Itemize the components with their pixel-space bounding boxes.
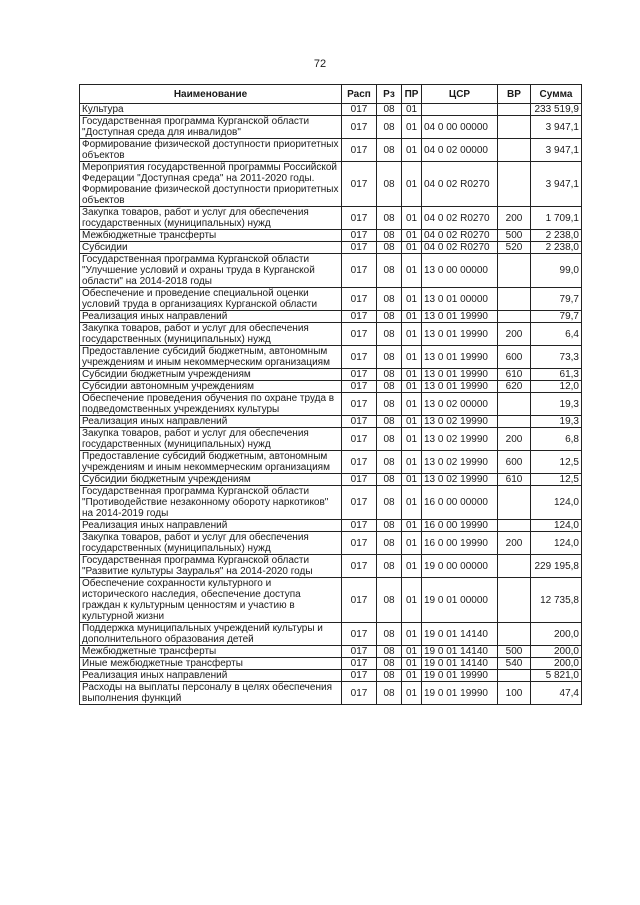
cell-rz: 08 bbox=[377, 104, 402, 116]
cell-csr: 13 0 01 19990 bbox=[422, 381, 498, 393]
cell-rz: 08 bbox=[377, 520, 402, 532]
cell-vr: 610 bbox=[498, 474, 531, 486]
cell-vr: 500 bbox=[498, 230, 531, 242]
cell-rz: 08 bbox=[377, 474, 402, 486]
cell-name: Обеспечение и проведение специальной оценки условий труда в организациях Курганской области bbox=[80, 288, 342, 311]
cell-csr: 19 0 01 14140 bbox=[422, 623, 498, 646]
cell-pr: 01 bbox=[402, 578, 422, 623]
cell-sum: 3 947,1 bbox=[531, 139, 582, 162]
cell-vr: 200 bbox=[498, 323, 531, 346]
cell-name: Государственная программа Курганской области "Улучшение условий и охраны труда в Курганской области" на 2014-2018 годы bbox=[80, 254, 342, 288]
header-name: Наименование bbox=[80, 85, 342, 104]
cell-pr: 01 bbox=[402, 623, 422, 646]
cell-name: Реализация иных направлений bbox=[80, 670, 342, 682]
cell-csr: 04 0 02 R0270 bbox=[422, 230, 498, 242]
cell-vr bbox=[498, 486, 531, 520]
cell-vr bbox=[498, 555, 531, 578]
cell-name: Государственная программа Курганской области "Развитие культуры Зауралья" на 2014-2020 годы bbox=[80, 555, 342, 578]
table-row bbox=[80, 532, 582, 555]
cell-name: Мероприятия государственной программы Российской Федерации "Доступная среда" на 2011-2020 годы. Формирование физической доступности приоритетных объектов bbox=[80, 162, 342, 207]
cell-csr: 13 0 02 19990 bbox=[422, 428, 498, 451]
header-vr: ВР bbox=[498, 85, 531, 104]
cell-name: Реализация иных направлений bbox=[80, 520, 342, 532]
cell-rz: 08 bbox=[377, 646, 402, 658]
cell-rasp: 017 bbox=[342, 346, 377, 369]
cell-rasp: 017 bbox=[342, 486, 377, 520]
cell-pr: 01 bbox=[402, 311, 422, 323]
cell-sum: 200,0 bbox=[531, 623, 582, 646]
cell-csr: 16 0 00 19990 bbox=[422, 520, 498, 532]
cell-rz: 08 bbox=[377, 116, 402, 139]
table-row bbox=[80, 346, 582, 369]
cell-rasp: 017 bbox=[342, 555, 377, 578]
cell-sum: 6,8 bbox=[531, 428, 582, 451]
cell-rz: 08 bbox=[377, 311, 402, 323]
cell-pr: 01 bbox=[402, 658, 422, 670]
cell-pr: 01 bbox=[402, 162, 422, 207]
cell-sum: 19,3 bbox=[531, 416, 582, 428]
cell-sum: 1 709,1 bbox=[531, 207, 582, 230]
cell-sum: 233 519,9 bbox=[531, 104, 582, 116]
cell-rz: 08 bbox=[377, 254, 402, 288]
table-row bbox=[80, 323, 582, 346]
cell-pr: 01 bbox=[402, 393, 422, 416]
cell-csr: 04 0 02 00000 bbox=[422, 139, 498, 162]
cell-rasp: 017 bbox=[342, 451, 377, 474]
cell-rasp: 017 bbox=[342, 139, 377, 162]
table-row bbox=[80, 682, 582, 705]
cell-pr: 01 bbox=[402, 104, 422, 116]
cell-pr: 01 bbox=[402, 646, 422, 658]
cell-rasp: 017 bbox=[342, 162, 377, 207]
cell-pr: 01 bbox=[402, 254, 422, 288]
cell-sum: 12,5 bbox=[531, 451, 582, 474]
cell-rz: 08 bbox=[377, 369, 402, 381]
cell-rasp: 017 bbox=[342, 623, 377, 646]
page-number: 72 bbox=[313, 58, 327, 70]
table-header-row bbox=[80, 85, 582, 104]
cell-csr: 04 0 02 R0270 bbox=[422, 162, 498, 207]
cell-pr: 01 bbox=[402, 207, 422, 230]
cell-rz: 08 bbox=[377, 346, 402, 369]
cell-rz: 08 bbox=[377, 670, 402, 682]
header-rasp: Расп bbox=[342, 85, 377, 104]
cell-sum: 61,3 bbox=[531, 369, 582, 381]
cell-csr: 04 0 02 R0270 bbox=[422, 242, 498, 254]
cell-sum: 47,4 bbox=[531, 682, 582, 705]
table-row bbox=[80, 369, 582, 381]
cell-csr: 04 0 02 R0270 bbox=[422, 207, 498, 230]
cell-name: Реализация иных направлений bbox=[80, 416, 342, 428]
cell-vr bbox=[498, 623, 531, 646]
cell-vr bbox=[498, 139, 531, 162]
cell-vr: 100 bbox=[498, 682, 531, 705]
cell-name: Обеспечение сохранности культурного и исторического наследия, обеспечение доступа граждан к культурным ценностям и участию в культурной жизни bbox=[80, 578, 342, 623]
table-row bbox=[80, 670, 582, 682]
cell-sum: 73,3 bbox=[531, 346, 582, 369]
table-row bbox=[80, 116, 582, 139]
cell-sum: 2 238,0 bbox=[531, 230, 582, 242]
header-rz: Рз bbox=[377, 85, 402, 104]
cell-sum: 12,5 bbox=[531, 474, 582, 486]
cell-sum: 99,0 bbox=[531, 254, 582, 288]
budget-table bbox=[79, 84, 582, 705]
cell-csr: 13 0 01 19990 bbox=[422, 369, 498, 381]
cell-sum: 79,7 bbox=[531, 311, 582, 323]
cell-vr bbox=[498, 162, 531, 207]
cell-rasp: 017 bbox=[342, 428, 377, 451]
cell-vr bbox=[498, 116, 531, 139]
cell-vr bbox=[498, 520, 531, 532]
cell-vr: 540 bbox=[498, 658, 531, 670]
cell-pr: 01 bbox=[402, 428, 422, 451]
cell-name: Закупка товаров, работ и услуг для обеспечения государственных (муниципальных) нужд bbox=[80, 532, 342, 555]
cell-sum: 229 195,8 bbox=[531, 555, 582, 578]
cell-pr: 01 bbox=[402, 116, 422, 139]
cell-rz: 08 bbox=[377, 623, 402, 646]
cell-rz: 08 bbox=[377, 288, 402, 311]
table-row bbox=[80, 451, 582, 474]
cell-vr bbox=[498, 578, 531, 623]
table-row bbox=[80, 162, 582, 207]
cell-rasp: 017 bbox=[342, 116, 377, 139]
cell-vr: 600 bbox=[498, 451, 531, 474]
table-row bbox=[80, 486, 582, 520]
cell-rz: 08 bbox=[377, 139, 402, 162]
cell-pr: 01 bbox=[402, 242, 422, 254]
cell-rasp: 017 bbox=[342, 242, 377, 254]
cell-sum: 124,0 bbox=[531, 532, 582, 555]
table-row bbox=[80, 381, 582, 393]
cell-vr bbox=[498, 104, 531, 116]
cell-csr: 04 0 00 00000 bbox=[422, 116, 498, 139]
cell-csr: 19 0 01 19990 bbox=[422, 670, 498, 682]
cell-sum: 12,0 bbox=[531, 381, 582, 393]
cell-sum: 2 238,0 bbox=[531, 242, 582, 254]
cell-rz: 08 bbox=[377, 207, 402, 230]
cell-name: Межбюджетные трансферты bbox=[80, 646, 342, 658]
cell-sum: 79,7 bbox=[531, 288, 582, 311]
cell-rasp: 017 bbox=[342, 104, 377, 116]
cell-name: Расходы на выплаты персоналу в целях обеспечения выполнения функций bbox=[80, 682, 342, 705]
cell-csr: 13 0 01 19990 bbox=[422, 311, 498, 323]
cell-pr: 01 bbox=[402, 555, 422, 578]
cell-csr: 13 0 02 00000 bbox=[422, 393, 498, 416]
cell-name: Закупка товаров, работ и услуг для обеспечения государственных (муниципальных) нужд bbox=[80, 207, 342, 230]
cell-pr: 01 bbox=[402, 139, 422, 162]
cell-name: Закупка товаров, работ и услуг для обеспечения государственных (муниципальных) нужд bbox=[80, 323, 342, 346]
cell-rasp: 017 bbox=[342, 288, 377, 311]
cell-name: Субсидии бюджетным учреждениям bbox=[80, 474, 342, 486]
cell-name: Субсидии бюджетным учреждениям bbox=[80, 369, 342, 381]
cell-sum: 19,3 bbox=[531, 393, 582, 416]
cell-csr: 16 0 00 19990 bbox=[422, 532, 498, 555]
cell-pr: 01 bbox=[402, 346, 422, 369]
cell-csr: 19 0 01 14140 bbox=[422, 658, 498, 670]
cell-name: Обеспечение проведения обучения по охране труда в подведомственных учреждениях культуры bbox=[80, 393, 342, 416]
cell-rz: 08 bbox=[377, 578, 402, 623]
cell-sum: 124,0 bbox=[531, 486, 582, 520]
cell-rz: 08 bbox=[377, 682, 402, 705]
cell-rz: 08 bbox=[377, 162, 402, 207]
cell-vr: 610 bbox=[498, 369, 531, 381]
cell-pr: 01 bbox=[402, 532, 422, 555]
cell-vr bbox=[498, 311, 531, 323]
cell-rasp: 017 bbox=[342, 207, 377, 230]
cell-csr: 13 0 01 00000 bbox=[422, 288, 498, 311]
cell-csr: 13 0 02 19990 bbox=[422, 474, 498, 486]
table-row bbox=[80, 393, 582, 416]
cell-csr bbox=[422, 104, 498, 116]
cell-csr: 13 0 01 19990 bbox=[422, 323, 498, 346]
cell-pr: 01 bbox=[402, 288, 422, 311]
cell-rasp: 017 bbox=[342, 369, 377, 381]
cell-rz: 08 bbox=[377, 393, 402, 416]
cell-name: Предоставление субсидий бюджетным, автономным учреждениям и иным некоммерческим организациям bbox=[80, 346, 342, 369]
cell-vr bbox=[498, 393, 531, 416]
cell-pr: 01 bbox=[402, 381, 422, 393]
table-body bbox=[80, 104, 582, 705]
table-row bbox=[80, 104, 582, 116]
cell-pr: 01 bbox=[402, 486, 422, 520]
cell-sum: 3 947,1 bbox=[531, 162, 582, 207]
cell-vr: 200 bbox=[498, 428, 531, 451]
cell-vr bbox=[498, 254, 531, 288]
cell-csr: 13 0 00 00000 bbox=[422, 254, 498, 288]
cell-rasp: 017 bbox=[342, 474, 377, 486]
cell-rz: 08 bbox=[377, 428, 402, 451]
cell-pr: 01 bbox=[402, 369, 422, 381]
cell-name: Субсидии bbox=[80, 242, 342, 254]
cell-sum: 124,0 bbox=[531, 520, 582, 532]
cell-name: Государственная программа Курганской области "Доступная среда для инвалидов" bbox=[80, 116, 342, 139]
table-row bbox=[80, 578, 582, 623]
cell-vr bbox=[498, 288, 531, 311]
cell-vr: 200 bbox=[498, 207, 531, 230]
table-row bbox=[80, 230, 582, 242]
table-row bbox=[80, 474, 582, 486]
cell-rz: 08 bbox=[377, 486, 402, 520]
header-pr: ПР bbox=[402, 85, 422, 104]
cell-name: Культура bbox=[80, 104, 342, 116]
cell-rz: 08 bbox=[377, 416, 402, 428]
cell-rasp: 017 bbox=[342, 670, 377, 682]
table-row bbox=[80, 623, 582, 646]
cell-pr: 01 bbox=[402, 323, 422, 346]
table-row bbox=[80, 254, 582, 288]
cell-csr: 19 0 01 14140 bbox=[422, 646, 498, 658]
cell-pr: 01 bbox=[402, 230, 422, 242]
table-row bbox=[80, 139, 582, 162]
cell-csr: 16 0 00 00000 bbox=[422, 486, 498, 520]
cell-pr: 01 bbox=[402, 520, 422, 532]
cell-sum: 200,0 bbox=[531, 646, 582, 658]
cell-pr: 01 bbox=[402, 416, 422, 428]
cell-sum: 200,0 bbox=[531, 658, 582, 670]
table-row bbox=[80, 242, 582, 254]
table-row bbox=[80, 646, 582, 658]
cell-name: Государственная программа Курганской области "Противодействие незаконному обороту наркотиков" на 2014-2019 годы bbox=[80, 486, 342, 520]
cell-rasp: 017 bbox=[342, 416, 377, 428]
cell-rasp: 017 bbox=[342, 323, 377, 346]
cell-csr: 19 0 01 00000 bbox=[422, 578, 498, 623]
cell-name: Предоставление субсидий бюджетным, автономным учреждениям и иным некоммерческим организациям bbox=[80, 451, 342, 474]
cell-rz: 08 bbox=[377, 242, 402, 254]
cell-csr: 19 0 01 19990 bbox=[422, 682, 498, 705]
cell-csr: 13 0 02 19990 bbox=[422, 451, 498, 474]
cell-rz: 08 bbox=[377, 230, 402, 242]
cell-rasp: 017 bbox=[342, 578, 377, 623]
cell-rz: 08 bbox=[377, 658, 402, 670]
cell-name: Поддержка муниципальных учреждений культуры и дополнительного образования детей bbox=[80, 623, 342, 646]
cell-csr: 13 0 02 19990 bbox=[422, 416, 498, 428]
cell-rasp: 017 bbox=[342, 532, 377, 555]
cell-rz: 08 bbox=[377, 532, 402, 555]
cell-vr: 200 bbox=[498, 532, 531, 555]
cell-rasp: 017 bbox=[342, 682, 377, 705]
cell-rz: 08 bbox=[377, 555, 402, 578]
header-sum: Сумма bbox=[531, 85, 582, 104]
table-row bbox=[80, 288, 582, 311]
cell-pr: 01 bbox=[402, 670, 422, 682]
cell-rasp: 017 bbox=[342, 393, 377, 416]
cell-name: Реализация иных направлений bbox=[80, 311, 342, 323]
cell-name: Закупка товаров, работ и услуг для обеспечения государственных (муниципальных) нужд bbox=[80, 428, 342, 451]
table-row bbox=[80, 555, 582, 578]
cell-csr: 19 0 00 00000 bbox=[422, 555, 498, 578]
cell-rz: 08 bbox=[377, 323, 402, 346]
header-csr: ЦСР bbox=[422, 85, 498, 104]
cell-rz: 08 bbox=[377, 451, 402, 474]
table-row bbox=[80, 520, 582, 532]
table-row bbox=[80, 658, 582, 670]
cell-rasp: 017 bbox=[342, 381, 377, 393]
cell-sum: 5 821,0 bbox=[531, 670, 582, 682]
table-row bbox=[80, 311, 582, 323]
cell-pr: 01 bbox=[402, 451, 422, 474]
cell-vr: 620 bbox=[498, 381, 531, 393]
cell-vr: 500 bbox=[498, 646, 531, 658]
cell-csr: 13 0 01 19990 bbox=[422, 346, 498, 369]
cell-sum: 3 947,1 bbox=[531, 116, 582, 139]
cell-rasp: 017 bbox=[342, 230, 377, 242]
cell-name: Субсидии автономным учреждениям bbox=[80, 381, 342, 393]
cell-vr: 520 bbox=[498, 242, 531, 254]
cell-vr bbox=[498, 670, 531, 682]
cell-rasp: 017 bbox=[342, 254, 377, 288]
cell-rasp: 017 bbox=[342, 658, 377, 670]
cell-vr bbox=[498, 416, 531, 428]
cell-rasp: 017 bbox=[342, 311, 377, 323]
table-row bbox=[80, 428, 582, 451]
cell-sum: 6,4 bbox=[531, 323, 582, 346]
cell-name: Иные межбюджетные трансферты bbox=[80, 658, 342, 670]
cell-name: Межбюджетные трансферты bbox=[80, 230, 342, 242]
cell-sum: 12 735,8 bbox=[531, 578, 582, 623]
cell-pr: 01 bbox=[402, 474, 422, 486]
table-row bbox=[80, 207, 582, 230]
cell-vr: 600 bbox=[498, 346, 531, 369]
cell-rz: 08 bbox=[377, 381, 402, 393]
cell-name: Формирование физической доступности приоритетных объектов bbox=[80, 139, 342, 162]
cell-pr: 01 bbox=[402, 682, 422, 705]
cell-rasp: 017 bbox=[342, 646, 377, 658]
table-row bbox=[80, 416, 582, 428]
cell-rasp: 017 bbox=[342, 520, 377, 532]
